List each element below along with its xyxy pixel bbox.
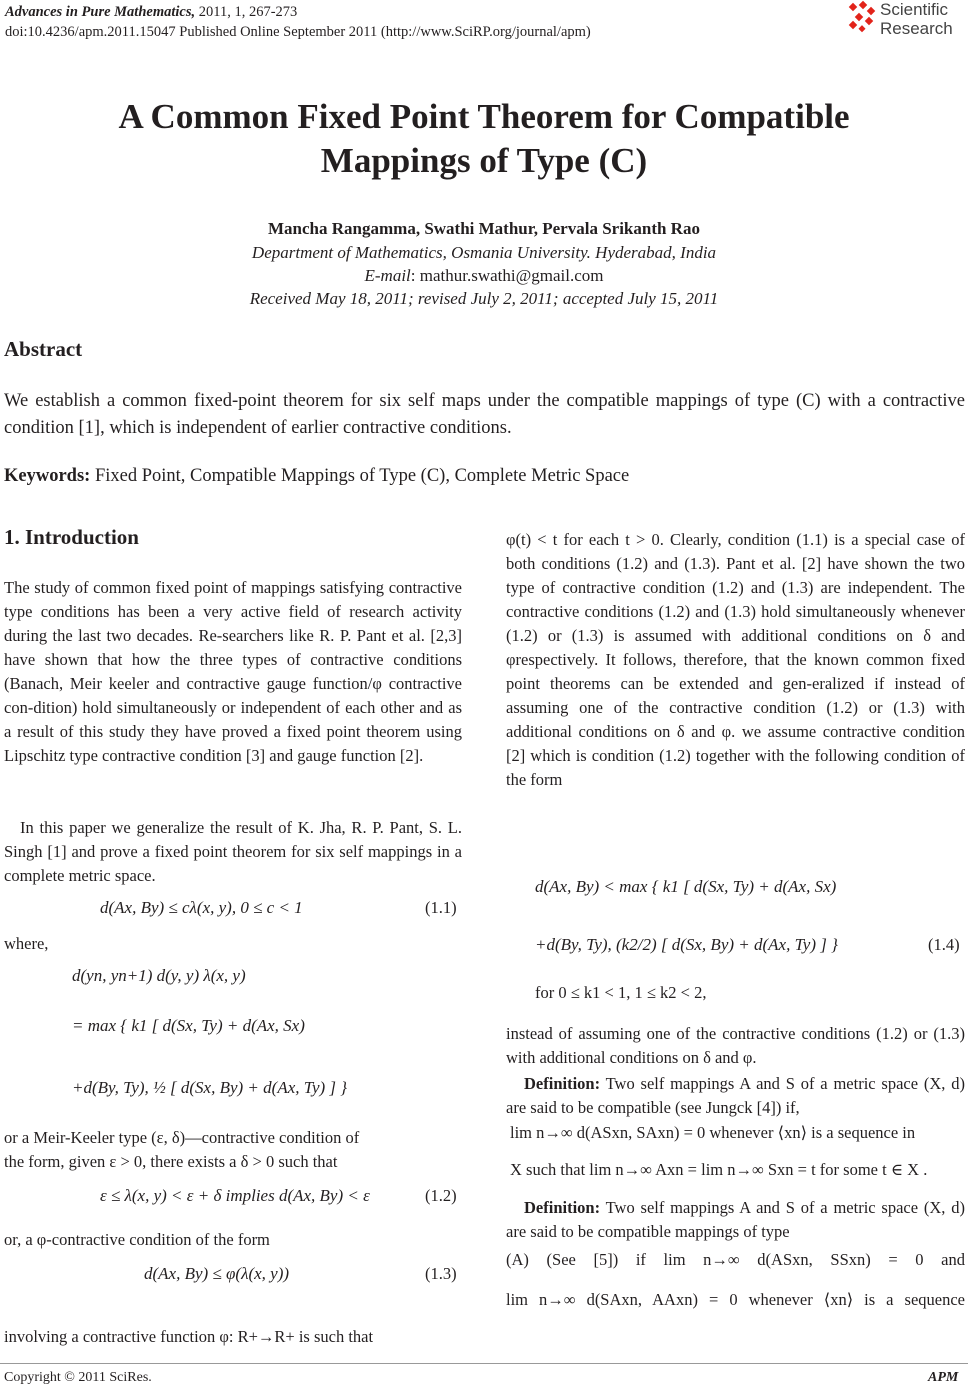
- doi-line: doi:10.4236/apm.2011.15047 Published Online September 2011 (http://www.SciRP.org/journal/apm): [5, 24, 591, 40]
- definition-type-a-eq-2: lim n→∞ d(SAxn, AAxn) = 0 whenever ⟨xn⟩ is a sequence: [506, 1290, 965, 1309]
- equation-1-2: ε ≤ λ(x, y) < ε + δ implies d(Ax, By) < ε: [100, 1186, 370, 1205]
- meir-keeler-line-2: the form, given ε > 0, there exists a δ > 0 such that: [4, 1152, 338, 1171]
- received-dates: Received May 18, 2011; revised July 2, 2011; accepted July 15, 2011: [249, 289, 719, 308]
- equation-1-1: d(Ax, By) ≤ cλ(x, y), 0 ≤ c < 1: [100, 898, 303, 917]
- phi-contractive-line: or, a φ-contractive condition of the form: [4, 1230, 270, 1249]
- equation-1-3-number: (1.3): [425, 1264, 457, 1283]
- involving-line: involving a contractive function φ: R+→R+ is such that: [4, 1327, 374, 1346]
- abstract-heading: Abstract: [4, 337, 83, 361]
- equation-1-4-line-2: +d(By, Ty), (k2/2) [ d(Sx, By) + d(Ax, Ty) ] }: [535, 935, 838, 954]
- definition-compatible-eq-1: lim n→∞ d(ASxn, SAxn) = 0 whenever ⟨xn⟩ is a sequence in: [510, 1123, 916, 1142]
- where-label: where,: [4, 934, 49, 953]
- left-paragraph-2: In this paper we generalize the result of K. Jha, R. P. Pant, S. L. Singh [1] and prove a fixed point theorem for six self mappings in a complete metric space.: [4, 818, 462, 885]
- meir-keeler-line-1: or a Meir-Keeler type (ε, δ)—contractive condition of: [4, 1128, 360, 1147]
- paper-title: A Common Fixed Point Theorem for Compatible Mappings of Type (C): [118, 97, 850, 180]
- authors: Mancha Rangamma, Swathi Mathur, Pervala Srikanth Rao: [268, 219, 700, 238]
- right-paragraph-2: instead of assuming one of the contractive conditions (1.2) or (1.3) with additional conditions on δ and φ.: [506, 1024, 965, 1067]
- logo-icon: [846, 0, 878, 36]
- equation-lambda-1: d(yn, yn+1) d(y, y) λ(x, y): [72, 966, 246, 985]
- scirp-logo: Scientific Research: [846, 0, 968, 44]
- equation-1-4-number: (1.4): [928, 935, 960, 954]
- right-paragraph-1: φ(t) < t for each t > 0. Clearly, condition (1.1) is a special case of both conditions (1.2) and (1.3). Pant et al. [2] have shown the two type of contractive condition (1.2) and (1.3) are independent. The contractive conditions (1.2) and (1.3) hold simultaneously whenever (1.2) or (1.3) is assumed with additional conditions on δ and φrespectively. It follows, therefore, that the known common fixed point theorems can be extended and gen-eralized if instead of assuming one of the contractive condition (1.2) or (1.3) with additional conditions on δ and φ. we assume contractive condition [2] which is condition (1.2) together with the following condition of the form: [506, 530, 965, 789]
- journal-citation: Advances in Pure Mathematics, 2011, 1, 267-273: [5, 4, 298, 20]
- equation-1-3: d(Ax, By) ≤ φ(λ(x, y)): [144, 1264, 290, 1283]
- journal-abbreviation: APM: [928, 1370, 959, 1385]
- definition-type-a-eq-1: (A) (See [5]) if lim n→∞ d(ASxn, SSxn) = 0 and: [506, 1250, 965, 1269]
- email: E-mail: mathur.swathi@gmail.com: [364, 266, 604, 285]
- equation-1-1-number: (1.1): [425, 898, 457, 917]
- equation-lambda-3: +d(By, Ty), ½ [ d(Sx, By) + d(Ax, Ty) ] }: [72, 1078, 348, 1097]
- left-paragraph-1: The study of common fixed point of mappings satisfying contractive type conditions has been a very active field of research activity during the last two decades. Re-searchers like R. P. Pant et al. [2,3] have shown that how the three types of contractive conditions (Banach, Meir keeler and contractive gauge function/φ contractive con-dition) hold simultaneously or independent of each other and as a result of this study they have proved a fixed point theorem using Lipschitz type contractive condition [3] and gauge function [2].: [4, 578, 462, 765]
- definition-type-a: Definition: Two self mappings A and S of a metric space (X, d) are said to be compatible mappings of type: [506, 1198, 965, 1241]
- copyright: Copyright © 2011 SciRes.: [4, 1370, 152, 1385]
- definition-compatible-eq-2: X such that lim n→∞ Axn = lim n→∞ Sxn = t for some t ∈ X .: [510, 1160, 928, 1179]
- equation-1-4-line-3: for 0 ≤ k1 < 1, 1 ≤ k2 < 2,: [535, 983, 707, 1002]
- equation-lambda-2: = max { k1 [ d(Sx, Ty) + d(Ax, Sx): [72, 1016, 305, 1035]
- equation-1-2-number: (1.2): [425, 1186, 457, 1205]
- footer-divider: [0, 1363, 968, 1364]
- abstract-text: We establish a common fixed-point theorem for six self maps under the compatible mappings of type (C) with a contractive condition [1], which is independent of earlier contractive conditions.: [4, 391, 965, 438]
- definition-compatible: Definition: Two self mappings A and S of a metric space (X, d) are said to be compatible (see Jungck [4]) if,: [506, 1074, 965, 1117]
- equation-1-4-line-1: d(Ax, By) < max { k1 [ d(Sx, Ty) + d(Ax, Sx): [535, 877, 837, 896]
- section-heading-introduction: 1. Introduction: [4, 525, 139, 549]
- affiliation: Department of Mathematics, Osmania University. Hyderabad, India: [251, 243, 717, 262]
- keywords: Keywords: Fixed Point, Compatible Mappings of Type (C), Complete Metric Space: [4, 466, 630, 486]
